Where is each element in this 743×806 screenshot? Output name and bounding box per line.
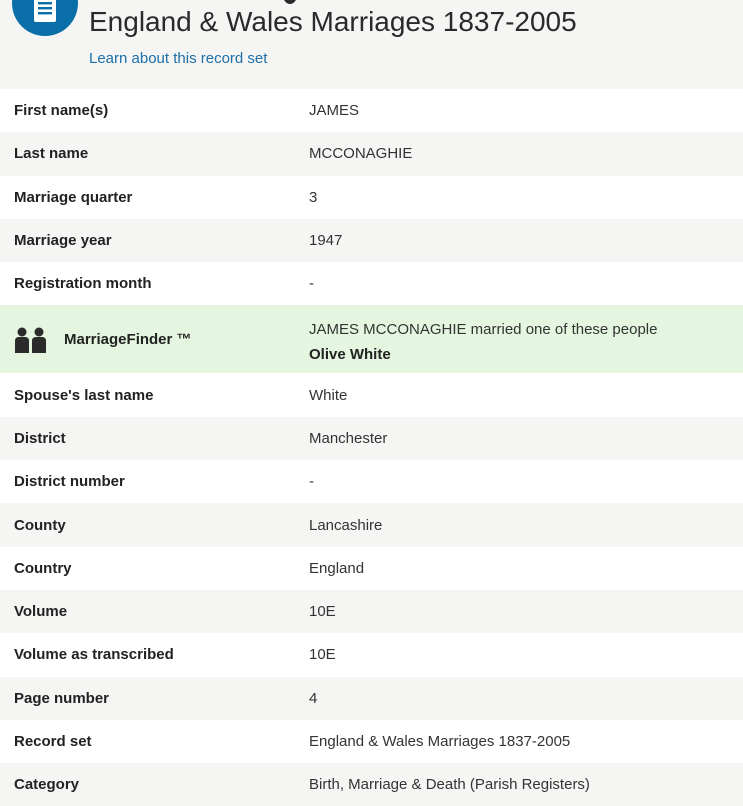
field-value: Lancashire	[309, 516, 383, 534]
field-value: 10E	[309, 646, 336, 664]
table-row	[0, 89, 743, 132]
field-value: Birth, Marriage & Death (Parish Registers)	[309, 776, 590, 794]
field-value: England	[309, 559, 365, 577]
record-header	[0, 0, 743, 89]
table-row	[0, 677, 743, 720]
table-row	[0, 460, 743, 503]
marriage-finder-row	[0, 305, 743, 373]
table-row	[0, 417, 743, 460]
field-value: Manchester	[309, 429, 388, 447]
field-label: Registration month	[14, 275, 152, 293]
table-row	[0, 176, 743, 219]
document-icon	[12, 0, 78, 36]
field-label: Record set	[14, 733, 92, 750]
table-row	[0, 262, 743, 305]
field-label: Category	[14, 776, 80, 794]
table-row	[0, 132, 743, 175]
field-label: Last name	[14, 145, 89, 163]
record-details-table	[0, 89, 743, 806]
field-value: White	[309, 386, 348, 404]
field-label: First name(s)	[14, 102, 109, 120]
field-label: Page number	[14, 689, 110, 707]
field-label: Volume as transcribed	[14, 646, 174, 664]
table-row	[0, 547, 743, 590]
field-value: 4	[309, 689, 318, 707]
table-row	[0, 503, 743, 546]
field-label: District	[14, 429, 66, 447]
field-label: Marriage quarter	[14, 188, 133, 206]
marriage-finder-text: JAMES MCCONAGHIE married one of these people	[309, 321, 658, 339]
field-value: -	[309, 275, 314, 293]
field-value: 10E	[309, 603, 336, 621]
spouse-name-link[interactable]: Olive White	[309, 346, 391, 364]
field-value: 3	[309, 188, 318, 206]
field-value: MCCONAGHIE	[309, 145, 413, 163]
table-row	[0, 373, 743, 416]
field-label: Volume	[14, 603, 68, 621]
field-label: District number	[14, 473, 125, 491]
page-title: England & Wales Marriages 1837-2005	[89, 6, 577, 37]
table-row	[0, 633, 743, 676]
field-value: England & Wales Marriages 1837-2005	[309, 733, 571, 750]
field-value: JAMES	[309, 102, 360, 120]
marriage-finder-value	[309, 317, 657, 367]
table-row	[0, 720, 743, 763]
field-label: Marriage year	[14, 232, 112, 250]
field-label: Country	[14, 559, 72, 577]
field-label: County	[14, 516, 66, 534]
field-value: -	[309, 473, 314, 491]
field-label: Spouse's last name	[14, 386, 154, 404]
title-overflow-glyph	[283, 0, 297, 4]
table-row	[0, 219, 743, 262]
people-icon	[14, 327, 48, 357]
table-row	[0, 590, 743, 633]
marriage-finder-label: MarriageFinder ™	[64, 330, 192, 348]
learn-about-record-set-link[interactable]: Learn about this record set	[89, 50, 268, 67]
field-value: 1947	[309, 232, 343, 250]
